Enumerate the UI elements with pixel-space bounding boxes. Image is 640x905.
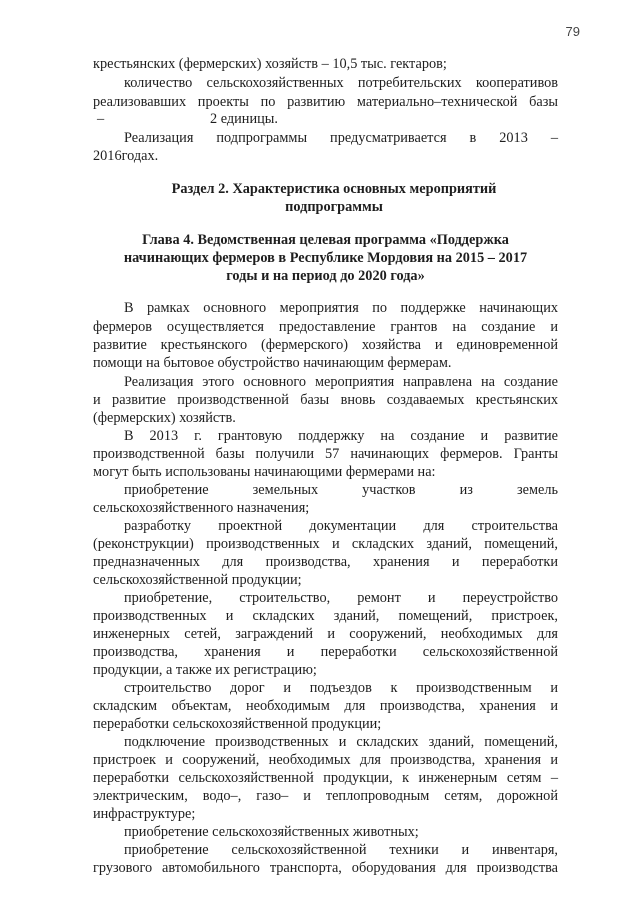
- body-line: сельскохозяйственного назначения;: [93, 500, 310, 516]
- body-line: продукции, а также их регистрацию;: [93, 662, 317, 678]
- section-title-line-2: подпрограммы: [285, 199, 383, 215]
- page-number: 79: [565, 24, 580, 39]
- body-line: пристроек и сооружений, необходимых для производства, хранения и: [93, 752, 558, 768]
- chapter-title-line-2: начинающих фермеров в Республике Мордовия на 2015 – 2017: [123, 250, 528, 266]
- body-line: инженерных сетей, заграждений и сооружений, необходимых для: [93, 626, 558, 642]
- body-line: В 2013 г. грантовую поддержку на создание и развитие: [124, 428, 558, 444]
- body-line: подключение производственных и складских зданий, помещений,: [124, 734, 558, 750]
- intro-line-5: Реализация подпрограммы предусматривается в 2013 –: [124, 130, 558, 146]
- body-line: могут быть использованы начинающими фермерами на:: [93, 464, 436, 480]
- intro-line-2: количество сельскохозяйственных потребительских кооперативов: [124, 75, 558, 91]
- body-line: приобретение, строительство, ремонт и переустройство: [124, 590, 558, 606]
- intro-line-3: реализовавших проекты по развитию материально–технической базы: [93, 94, 558, 110]
- body-line: развитие крестьянского (фермерского) хозяйства и единовременной: [93, 337, 558, 353]
- body-line: электрическим, водо–, газо– и теплопроводным сетям, дорожной: [93, 788, 558, 804]
- body-line: сельскохозяйственной продукции;: [93, 572, 302, 588]
- body-line: Реализация этого основного мероприятия направлена на создание: [124, 374, 558, 390]
- body-line: производственной базы получили 57 начинающих фермеров. Гранты: [93, 446, 558, 462]
- body-line: грузового автомобильного транспорта, оборудования для производства: [93, 860, 558, 876]
- chapter-title-line-3: годы и на период до 2020 года»: [226, 268, 425, 284]
- body-line: переработки сельскохозяйственной продукции;: [93, 716, 382, 732]
- body-line: В рамках основного мероприятия по поддержке начинающих: [124, 300, 558, 316]
- body-line: и развитие производственной базы вновь создаваемых крестьянских: [93, 392, 558, 408]
- body-line: (фермерских) хозяйств.: [93, 410, 236, 426]
- body-line: производства, хранения и переработки сельскохозяйственной: [93, 644, 558, 660]
- body-line: складским объектам, необходимым для производства, хранения и: [93, 698, 558, 714]
- section-title-line-1: Раздел 2. Характеристика основных мероприятий: [171, 181, 497, 197]
- intro-line-1: крестьянских (фермерских) хозяйств – 10,5 тыс. гектаров;: [93, 56, 447, 72]
- body-line: предназначенных для производства, хранения и переработки: [93, 554, 558, 570]
- body-line: приобретение сельскохозяйственной техники и инвентаря,: [124, 842, 558, 858]
- body-line: помощи на бытовое обустройство начинающим фермерам.: [93, 355, 452, 371]
- body-line: производственных и складских зданий, помещений, пристроек,: [93, 608, 558, 624]
- body-line: фермеров осуществляется предоставление грантов на создание и: [93, 319, 558, 335]
- body-line: (реконструкции) производственных и складских зданий, помещений,: [93, 536, 558, 552]
- body-line: разработку проектной документации для строительства: [124, 518, 558, 534]
- chapter-title-line-1: Глава 4. Ведомственная целевая программа «Поддержка: [142, 232, 509, 248]
- intro-line-6: 2016годах.: [93, 148, 159, 164]
- intro-line-4: 2 единицы.: [210, 111, 278, 127]
- body-line: переработки сельскохозяйственной продукции, к инженерным сетям –: [93, 770, 558, 786]
- intro-dash: –: [97, 111, 105, 127]
- body-line: инфраструктуре;: [93, 806, 196, 822]
- body-line: строительство дорог и подъездов к производственным и: [124, 680, 558, 696]
- body-line: приобретение сельскохозяйственных животных;: [124, 824, 419, 840]
- body-line: приобретение земельных участков из земель: [124, 482, 558, 498]
